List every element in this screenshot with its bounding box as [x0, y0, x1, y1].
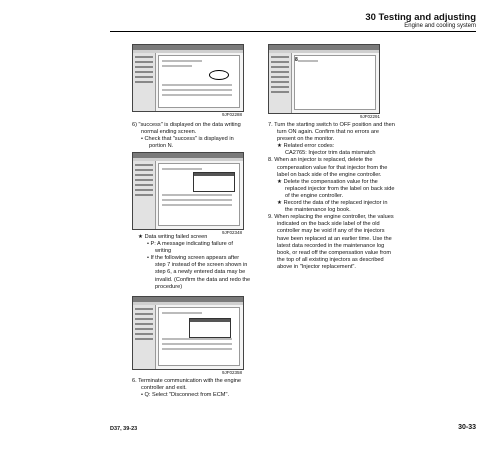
step-7-cont: present on the monitor.	[277, 136, 335, 143]
step-6-terminate: 6. Terminate communication with the engine	[132, 378, 242, 384]
step-8-cont: compensation value for that injector from the	[277, 164, 388, 171]
step-9-cont: have been replaced at an earlier time. Use the	[277, 235, 392, 242]
check-line-cont: portion N.	[149, 143, 174, 150]
bullet: • P: A message indicating failure of	[147, 241, 233, 248]
bullet-cont: writing	[155, 248, 172, 255]
figure-code: 9JF02291	[360, 114, 381, 119]
step-7: 7. Turn the starting switch to OFF position and then	[268, 122, 395, 128]
left-text-top	[132, 122, 262, 150]
figure-code: 9JF02288	[222, 112, 243, 117]
step-7-cont: turn ON again. Confirm that no errors are	[277, 129, 379, 136]
step-9-cont: book, or read off the compensation value from	[277, 249, 392, 256]
step-8: 8. When an injector is replaced, delete the	[268, 157, 373, 164]
error-code: CA2765: Injector trim data mismatch	[285, 150, 376, 157]
failed-screen-title: ★ Data writing failed screen	[138, 234, 208, 240]
note-cont: replaced injector from the label on back side	[285, 185, 395, 192]
step-6-cont: normal ending screen.	[141, 129, 197, 136]
left-text-bottom	[132, 378, 262, 399]
related-codes-note: ★ Related error codes:	[277, 143, 335, 150]
step-9-cont: controller may be void if any of the injectors	[277, 228, 385, 235]
figure-code: 9JF02348	[222, 230, 243, 235]
step-6: 6) "success" is displayed on the data writing	[132, 122, 241, 128]
bullet-cont: step 7 instead of the screen shown in	[155, 262, 248, 269]
section-subtitle: Engine and cooling system	[404, 23, 476, 29]
left-text-middle	[138, 234, 263, 291]
bullet-cont: procedure)	[155, 283, 183, 290]
figure-failed-screen	[132, 152, 244, 230]
check-line: • Check that "success" is displayed in	[141, 136, 234, 143]
step-9-cont: indicated on the back side label of the old	[277, 221, 380, 228]
bullet-cont: invalid. (Confirm the data and redo the	[155, 276, 251, 283]
figure-code: 9JF02358	[222, 370, 243, 375]
step-9-cont: above in "Injector replacement".	[277, 263, 356, 270]
right-text	[268, 122, 478, 271]
step-9: 9. When replacing the engine controller, the values	[268, 214, 394, 221]
figure-monitor-screen	[268, 44, 380, 114]
step-9-cont: latest data recorded in the maintenance log	[277, 242, 385, 249]
bullet: • If the following screen appears after	[147, 255, 240, 262]
step-8-cont: label on back side of the engine controller.	[277, 171, 382, 178]
callout-8: 8	[295, 57, 298, 63]
note: ★ Record the data of the replaced injector in	[277, 200, 388, 207]
bullet-cont: step 6, a newly entered data may be	[155, 269, 246, 276]
note: ★ Delete the compensation value for the	[277, 178, 378, 185]
step-6-terminate-cont: controller and exit.	[141, 385, 187, 392]
bullet: • Q: Select "Disconnect from ECM".	[141, 392, 229, 399]
figure-disconnect-screen	[132, 296, 244, 370]
note-cont: of the engine controller.	[285, 192, 344, 199]
figure-success-screen	[132, 44, 244, 112]
step-9-cont: the top of all existing injectors as described	[277, 256, 384, 263]
note-cont: the maintenance log book.	[285, 207, 351, 214]
page-number: 30-33	[458, 424, 476, 431]
model-code: D37, 39-23	[110, 426, 138, 432]
section-title: 30 Testing and adjusting	[365, 12, 476, 23]
header-rule	[110, 31, 476, 32]
